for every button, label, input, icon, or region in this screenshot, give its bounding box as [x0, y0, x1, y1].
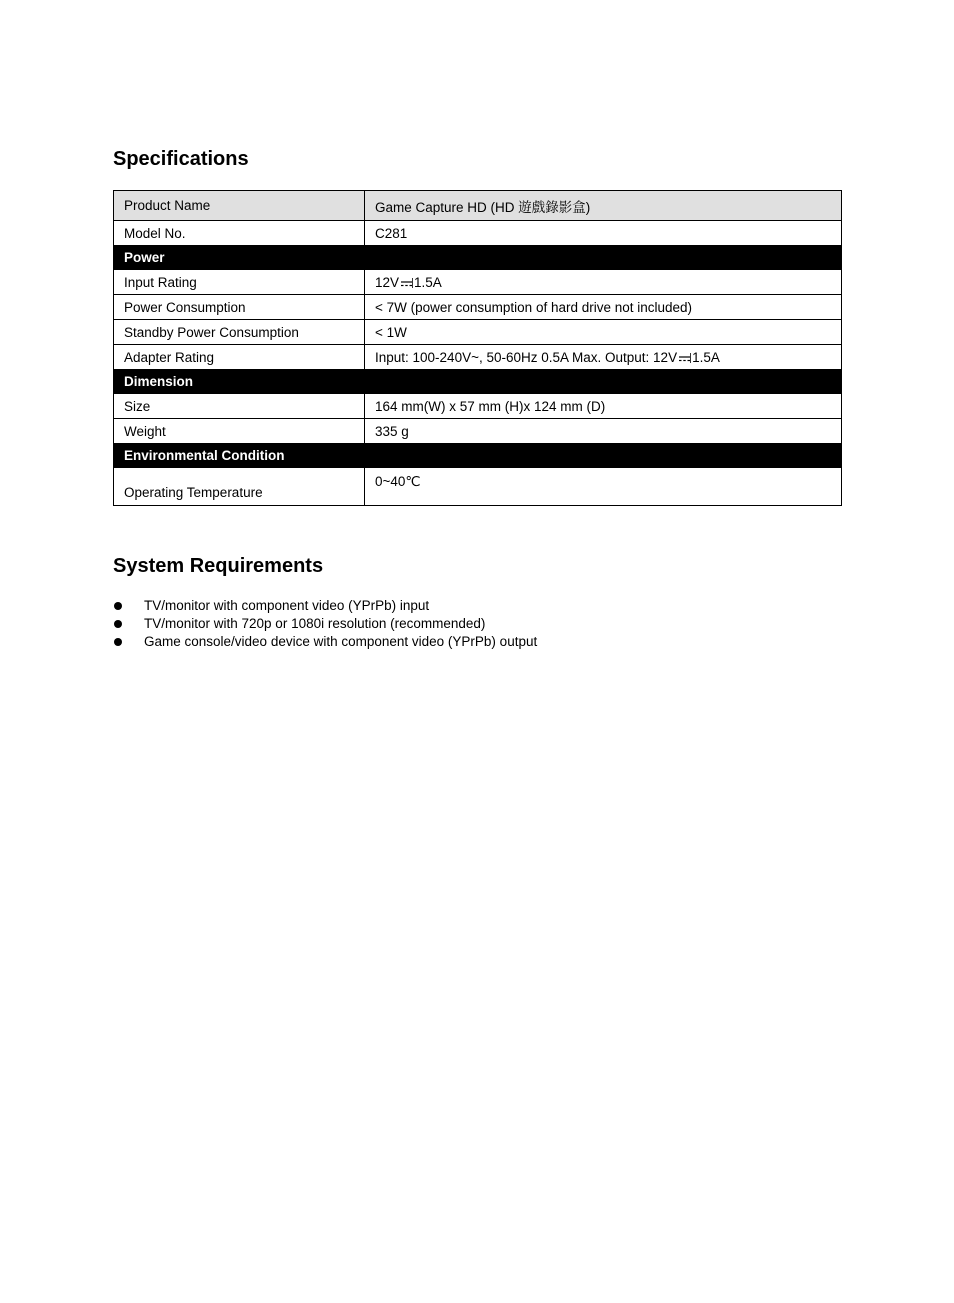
spec-row-power-consumption: [114, 295, 842, 320]
section-title: Power: [114, 246, 842, 270]
spec-value: < 1W: [365, 320, 842, 345]
spec-label: Size: [114, 394, 365, 419]
value-suffix: 1.5A: [692, 349, 720, 365]
spec-label: Adapter Rating: [114, 345, 365, 370]
direct-current-icon: [400, 278, 413, 288]
spec-value: < 7W (power consumption of hard drive not included): [365, 295, 842, 320]
spec-value: C281: [365, 221, 842, 246]
system-requirements-list: [113, 597, 537, 651]
spec-label: Power Consumption: [114, 295, 365, 320]
spec-value: 0~40℃: [365, 468, 842, 506]
spec-value: [365, 345, 842, 370]
spec-value: 164 mm(W) x 57 mm (H)x 124 mm (D): [365, 394, 842, 419]
spec-label: Product Name: [114, 191, 365, 221]
spec-section-dimension: [114, 370, 842, 394]
spec-label: Operating Temperature: [114, 468, 365, 506]
spec-value: Game Capture HD (HD 遊戲錄影盒): [365, 191, 842, 221]
direct-current-icon: [678, 353, 691, 363]
spec-label: Standby Power Consumption: [114, 320, 365, 345]
spec-label: Weight: [114, 419, 365, 444]
spec-label: Input Rating: [114, 270, 365, 295]
bullet-icon: [114, 638, 122, 646]
specifications-heading: Specifications: [113, 148, 249, 170]
spec-row-size: [114, 394, 842, 419]
spec-section-environmental: [114, 444, 842, 468]
list-item-text: Game console/video device with component video (YPrPb) output: [144, 634, 538, 649]
spec-value: [365, 270, 842, 295]
specifications-table: [113, 190, 842, 506]
section-title: Environmental Condition: [114, 444, 842, 468]
spec-row-standby-power: [114, 320, 842, 345]
value-prefix: 12V: [375, 274, 400, 290]
list-item: [113, 597, 537, 615]
spec-row-input-rating: [114, 270, 842, 295]
value-prefix: Input: 100-240V~, 50-60Hz 0.5A Max. Output: 12V: [375, 349, 678, 365]
spec-row-weight: [114, 419, 842, 444]
list-item-text: TV/monitor with 720p or 1080i resolution (recommended): [144, 616, 486, 631]
spec-row-product-name: [114, 191, 842, 221]
spec-section-power: [114, 246, 842, 270]
spec-row-adapter-rating: [114, 345, 842, 370]
section-title: Dimension: [114, 370, 842, 394]
list-item-text: TV/monitor with component video (YPrPb) input: [144, 598, 430, 613]
spec-row-model-no: [114, 221, 842, 246]
list-item: [113, 633, 537, 651]
spec-label: Model No.: [114, 221, 365, 246]
spec-row-operating-temperature: [114, 468, 842, 506]
spec-value: 335 g: [365, 419, 842, 444]
list-item: [113, 615, 537, 633]
system-requirements-heading: System Requirements: [113, 555, 324, 577]
bullet-icon: [114, 602, 122, 610]
value-suffix: 1.5A: [414, 274, 442, 290]
bullet-icon: [114, 620, 122, 628]
